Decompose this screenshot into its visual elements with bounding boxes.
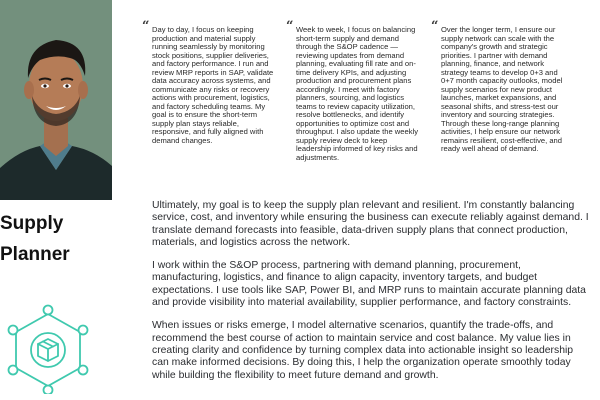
summary-paragraph-process: I work within the S&OP process, partnering with demand planning, procurement, manufacturing, logistics, and finance to align capacity, inventory targets, and budget expectations. I use tools like SAP, Power BI, and MRP runs to maintain accurate planning data and provide visibility into material availability, supplier performance, and factory constraints. (152, 260, 586, 309)
quote-day-to-day (142, 19, 279, 145)
portrait-photo (0, 0, 112, 200)
role-title-line-2: Planner (0, 244, 70, 265)
quote-text: Day to day, I focus on keeping production and material supply running seamlessly by monitoring stock positions, supplier deliveries, and factory performance. I run and review MRP reports in SAP, validate data accuracy across systems, and communicate any risks or recovery actions with procurement, logistics, and factory scheduling teams. My goal is to ensure the short-term supply plan stays reliable, responsive, and fully aligned with demand changes. (152, 25, 274, 145)
role-title-line-1: Supply (0, 213, 64, 234)
quote-week-to-week (286, 19, 423, 162)
quote-mark-icon: “ (142, 19, 150, 34)
summary-paragraph-value: When issues or risks emerge, I model alternative scenarios, quantify the trade-offs, and recommend the best course of action to maintain service and cost balance. My value lies in creating clarity and confidence by turning complex data into actionable insight so leadership can make informed decisions. By doing this, I help the organization operate smoothly today while building the flexibility to meet future demand and growth. (152, 320, 574, 381)
summary-paragraph-goal: Ultimately, my goal is to keep the supply plan relevant and resilient. I'm constantly balancing service, cost, and inventory while ensuring the business can execute reliably against demand. I translate demand forecasts into feasible, data-driven supply plans that connect production, materials, and logistics across the network. (152, 200, 589, 248)
quote-text: Week to week, I focus on balancing short-term supply and demand through the S&OP cadence — reviewing updates from demand planning, evaluating fill rate and on-time delivery KPIs, and adjusting production and procurement plans accordingly. I meet with factory planners, sourcing, and logistics teams to review capacity utilization, resolve bottlenecks, and identify opportunities to optimize cost and throughput. I also update the weekly supply review deck to keep leadership informed of key risks and adjustments. (296, 25, 419, 162)
quote-text: Over the longer term, I ensure our supply network can scale with the company's growth and strategic priorities. I partner with demand planning, finance, and network strategy teams to develop 0+3 and 0+7 month capacity outlooks, model supply scenarios for new product launches, market expansions, and seasonal shifts, and stress-test our inventory and sourcing strategies. Through these long-range planning activities, I help ensure our network remains resilient, cost-effective, and ready well ahead of demand. (441, 25, 563, 153)
quote-mark-icon: “ (431, 19, 439, 34)
network-box-icon (4, 302, 92, 394)
quote-long-term (431, 19, 567, 154)
role-title (0, 208, 70, 270)
role-summary (152, 200, 592, 393)
quote-mark-icon: “ (286, 19, 294, 34)
